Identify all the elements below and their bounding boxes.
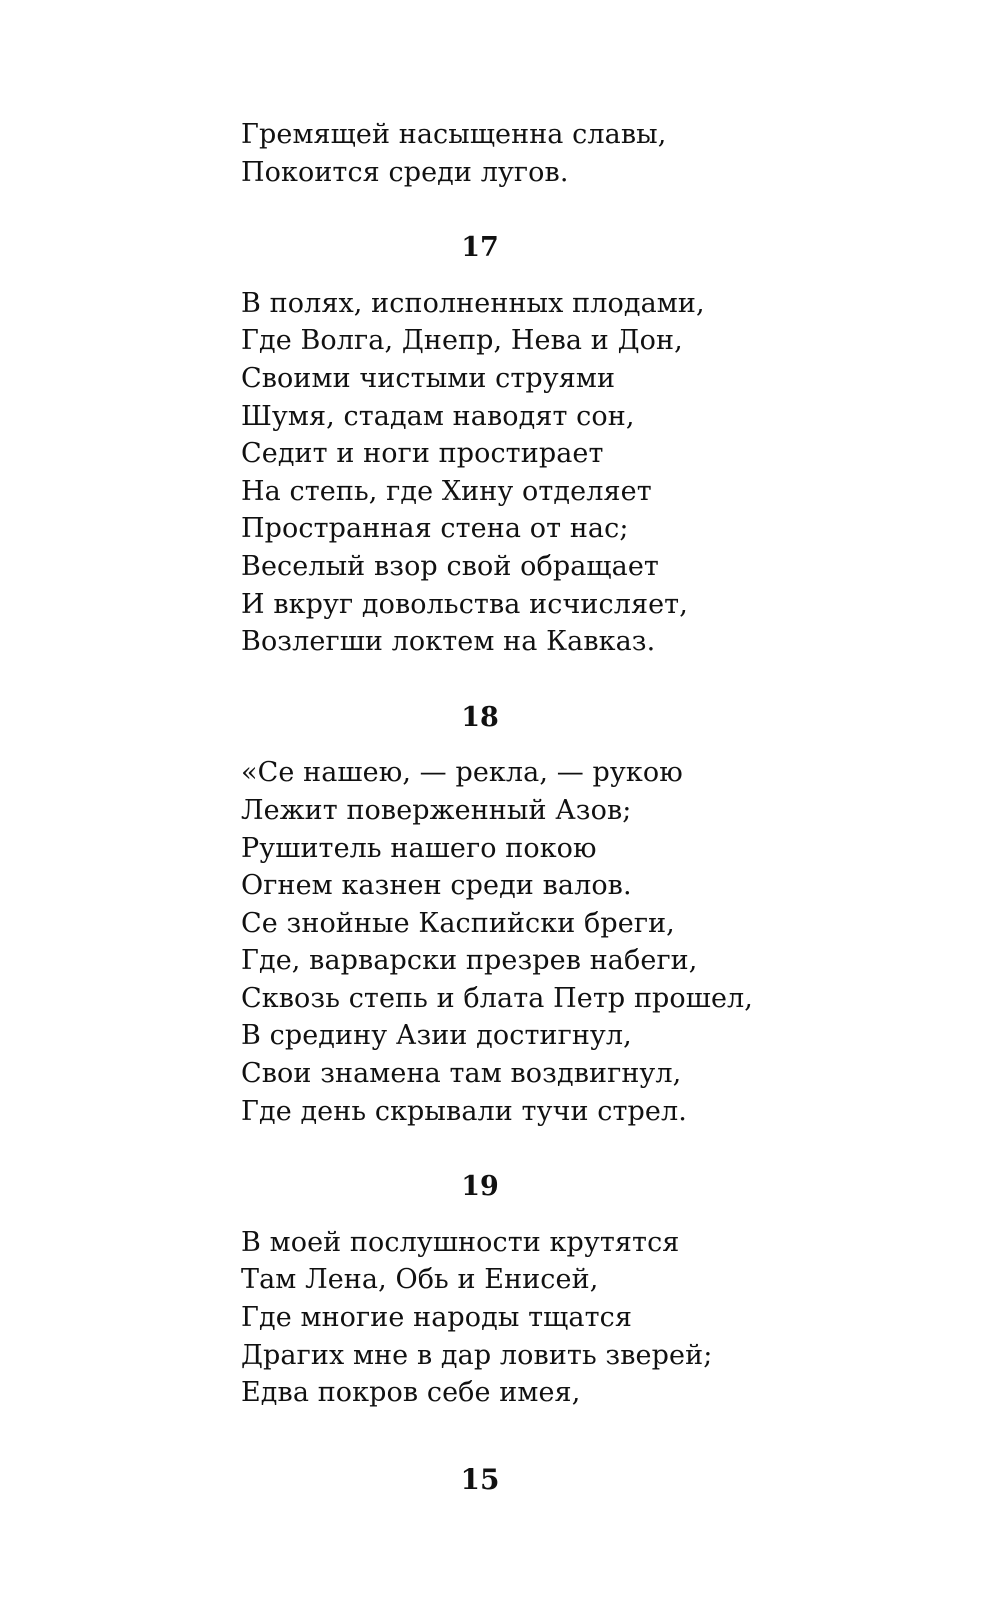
verse-line: Гремящей насыщенна славы, (241, 119, 667, 150)
verse-line: На степь, где Хину отделяет (241, 475, 652, 507)
verse-line: Веселый взор свой обращает (241, 550, 659, 582)
verse-line: Где Волга, Днепр, Нева и Дон, (241, 325, 683, 357)
stanza-16-continuation (241, 116, 861, 191)
verse-line: Возлегши локтем на Кавказ. (241, 626, 656, 658)
page-number: 15 (460, 1463, 500, 1496)
verse-line: Драгих мне в дар ловить зверей; (241, 1339, 713, 1371)
verse-line: Едва покров себе имея, (241, 1377, 581, 1409)
stanza-number-19: 19 (461, 1171, 499, 1203)
verse-line: Рушитель нашего покою (241, 832, 597, 864)
verse-line: Где многие народы тщатся (241, 1302, 632, 1334)
stanza-18 (241, 754, 861, 1130)
verse-line: Своими чистыми струями (241, 362, 616, 394)
stanza-number-17: 17 (461, 232, 499, 264)
verse-line: Где, варварски презрев набеги, (241, 945, 698, 977)
verse-line: Пространная стена от нас; (241, 513, 629, 545)
verse-line: Покоится среди лугов. (241, 156, 569, 188)
stanza-19 (241, 1224, 861, 1412)
verse-line: Там Лена, Обь и Енисей, (241, 1264, 599, 1296)
verse-line: И вкруг довольства исчисляет, (241, 588, 688, 620)
poem-text (241, 116, 861, 1412)
verse-line: Сквозь степь и блата Петр прошел, (241, 982, 753, 1014)
verse-line: Огнем казнен среди валов. (241, 870, 632, 902)
verse-line: Седит и ноги простирает (241, 438, 604, 470)
verse-line: В моей послушности крутятся (241, 1226, 680, 1258)
verse-line: Где день скрывали тучи стрел. (241, 1095, 687, 1127)
verse-line: Шумя, стадам наводят сон, (241, 400, 635, 432)
verse-line: «Се нашею, — рекла, — рукою (241, 757, 683, 789)
verse-line: Свои знамена там воздвигнул, (241, 1058, 682, 1090)
stanza-number-18: 18 (461, 701, 499, 733)
stanza-17 (241, 285, 861, 661)
verse-line: Лежит поверженный Азов; (241, 794, 632, 826)
verse-line: Се знойные Каспийски бреги, (241, 907, 675, 939)
verse-line: В полях, исполненных плодами, (241, 287, 705, 319)
verse-line: В средину Азии достигнул, (241, 1020, 632, 1052)
